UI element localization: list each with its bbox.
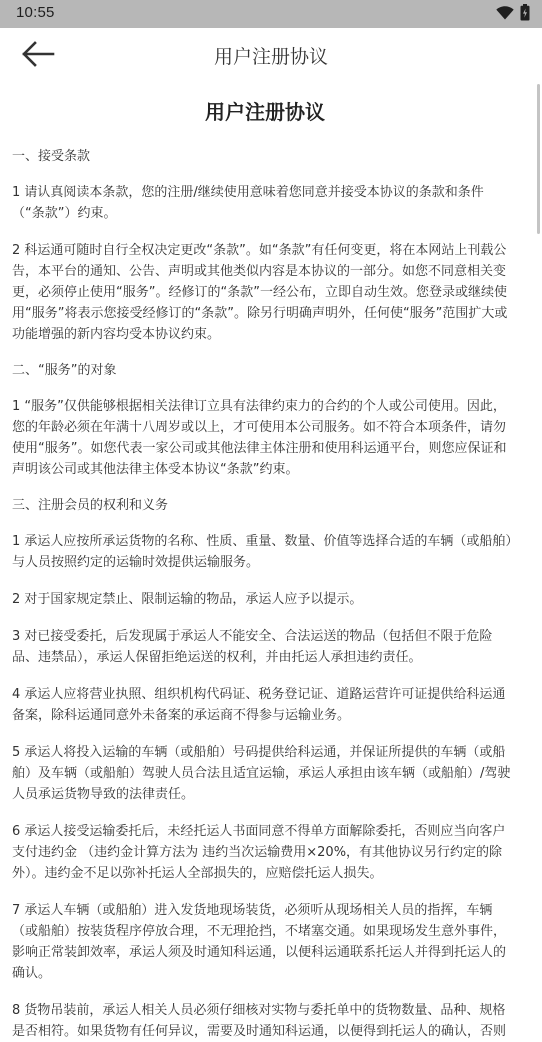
paragraph: 4 承运人应将营业执照、组织机构代码证、税务登记证、道路运营许可证提供给科运通备案，除科运通同意外未备案的承运商不得参与运输业务。	[12, 687, 506, 723]
status-time: 10:55	[16, 4, 55, 21]
paragraph: 3 对已接受委托，后发现属于承运人不能安全、合法运送的物品（包括但不限于危险品、违禁品），承运人保留拒绝运送的权利，并由托运人承担违约责任。	[12, 629, 493, 665]
document-body	[0, 147, 530, 1042]
paragraph: 2 科运通可随时自行全权决定更改“条款”。如“条款”有任何变更，将在本网站上刊载公告，本平台的通知、公告、声明或其他类似内容是本协议的一部分。如您不同意相关变更，必须停止使用“服务”。经修订的“条款”一经公布，立即自动生效。您登录或继续使用“服务”将表示您接受经修订的“条款”。除另行明确声明外，任何使“服务”范围扩大或功能增强的新内容均受本协议约束。	[12, 243, 508, 342]
section-heading: 一、接受条款	[12, 149, 91, 164]
paragraph: 6 承运人接受运输委托后，未经托运人书面同意不得单方面解除委托，否则应当向客户支付违约金 （违约金计算方法为 违约当次运输费用×20%，有其他协议另行约定的除外）。违约金不足以弥补托运人全部损失的，应赔偿托运人损失。	[12, 824, 506, 881]
scrollbar-thumb[interactable]	[537, 84, 540, 234]
agreement-content[interactable]	[0, 84, 530, 1039]
paragraph: 1 承运人应按所承运货物的名称、性质、重量、数量、价值等选择合适的车辆（或船舶）与人员按照约定的运输时效提供运输服务。	[12, 534, 512, 570]
app-bar	[0, 28, 542, 84]
app-bar-title: 用户注册协议	[213, 46, 328, 68]
status-bar	[0, 0, 542, 28]
status-icons	[496, 5, 530, 23]
paragraph: 1 “服务”仅供能够根据相关法律订立具有法律约束力的合约的个人或公司使用。因此，您的年龄必须在年满十八周岁或以上，才可使用本公司服务。如不符合本项条件，请勿使用“服务”。如您代表一家公司或其他法律主体注册和使用科运通平台，则您应保证和声明该公司或其他法律主体受本协议“条款”约束。	[12, 399, 507, 477]
paragraph: 1 请认真阅读本条款，您的注册/继续使用意味着您同意并接受本协议的条款和条件（“条款”）约束。	[12, 185, 484, 221]
paragraph: 2 对于国家规定禁止、限制运输的物品，承运人应予以提示。	[12, 592, 363, 607]
section-heading: 三、注册会员的权利和义务	[12, 498, 169, 513]
section-heading: 二、“服务”的对象	[12, 363, 117, 378]
document-title: 用户注册协议	[205, 100, 325, 124]
paragraph: 8 货物吊装前，承运人相关人员必须仔细核对实物与委托单中的货物数量、品种、规格是否相符。如果货物有任何异议，需要及时通知科运通，以便得到托运人的确认，否则	[12, 1003, 507, 1039]
battery-icon	[520, 4, 530, 25]
scrollbar[interactable]	[537, 84, 540, 962]
paragraph: 5 承运人将投入运输的车辆（或船舶）号码提供给科运通，并保证所提供的车辆（或船舶）及车辆（或船舶）驾驶人员合法且适宜运输，承运人承担由该车辆（或船舶）/驾驶人员承运货物导致的法律责任。	[12, 745, 511, 802]
wifi-icon	[496, 5, 514, 24]
paragraph: 7 承运人车辆（或船舶）进入发货地现场装货，必须听从现场相关人员的指挥，车辆（或船舶）按装货程序停放合理，不无理抢挡，不堵塞交通。如果现场发生意外事件，影响正常装卸效率，承运人须及时通知科运通，以便科运通联系托运人并得到托运人的确认。	[12, 903, 507, 981]
